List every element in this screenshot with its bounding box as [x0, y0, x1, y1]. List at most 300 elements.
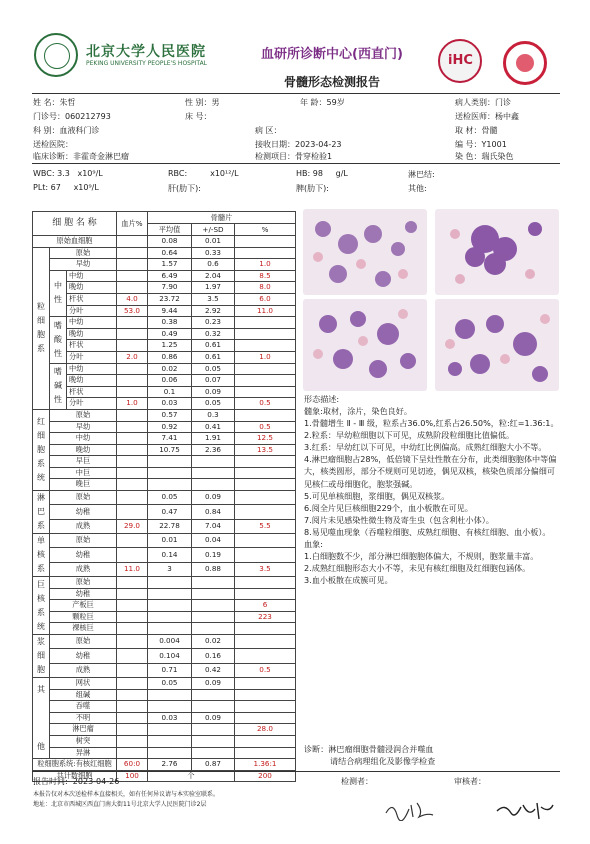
table-row	[33, 588, 296, 600]
gender-row: 性 别：男	[185, 98, 220, 107]
cell-blood-pct	[117, 282, 148, 294]
group-label: 巨核系统	[33, 577, 50, 635]
cell-blood-pct	[117, 635, 148, 649]
divider	[32, 771, 560, 772]
cell-name: 吞噬	[50, 701, 117, 713]
cell-sd	[192, 588, 235, 600]
cell-blood-pct	[117, 340, 148, 352]
ratio-label: 粒细胞系统:有核红细胞	[33, 759, 117, 771]
cell-name: 异淋	[50, 747, 117, 759]
ratio-sd: 0.87	[192, 759, 235, 771]
group-label: 单核系	[33, 534, 50, 577]
cell-blood-pct	[117, 363, 148, 375]
cell-sd: 0.61	[192, 351, 235, 363]
cell-blood-pct: 29.0	[117, 519, 148, 533]
description-line: 3.红系：早幼红以下可见，中幼红比例偏高。成熟红细胞大小不等。	[304, 442, 547, 453]
hospital-english-name: PEKING UNIVERSITY PEOPLE'S HOSPITAL	[86, 60, 208, 67]
group-label: 淋巴系	[33, 491, 50, 534]
cell-mean: 1.57	[148, 259, 192, 271]
cell-mean: 10.75	[148, 444, 192, 456]
cell-sd	[192, 600, 235, 612]
cell-name: 不明	[50, 712, 117, 724]
cell-name: 原始	[50, 491, 117, 505]
cell-marrow-pct: 1.0	[235, 259, 296, 271]
cell-sd: 0.3	[192, 409, 235, 421]
cell-marrow-pct: 1.0	[235, 351, 296, 363]
hb-value: HB: 98 g/L	[296, 169, 348, 178]
table-row	[33, 611, 296, 623]
cell-name: 中幼	[67, 270, 117, 282]
cell-name: 网状	[50, 678, 117, 690]
cell-mean: 3	[148, 562, 192, 576]
cell-name: 淋巴瘤	[50, 724, 117, 736]
divider	[32, 163, 560, 164]
cell-blood-pct	[117, 588, 148, 600]
description-line: 8.易见噬血现象（吞噬粒细胞、成熟红细胞、有核红细胞、血小板）。	[304, 526, 551, 537]
center-name: 血研所诊断中心(西直门)	[261, 47, 403, 62]
cell-name: 原始	[50, 247, 117, 259]
cell-sd: 0.07	[192, 375, 235, 387]
description-line: 1.骨髓增生 Ⅱ - Ⅲ 级，粒系占36.0%,红系占26.50%，粒:红=1.36:1。	[304, 418, 559, 429]
cell-name: 分叶	[67, 398, 117, 410]
cell-marrow-pct	[235, 375, 296, 387]
cell-sd: 2.04	[192, 270, 235, 282]
group-label: 红细胞系统	[33, 409, 50, 490]
table-row	[33, 712, 296, 724]
cell-mean	[148, 456, 192, 468]
cell-blood-pct: 2.0	[117, 351, 148, 363]
table-row	[33, 247, 296, 259]
cell-mean	[148, 736, 192, 748]
table-row	[33, 270, 296, 282]
reviewer-signature	[495, 799, 555, 823]
cell-name: 杆状	[67, 340, 117, 352]
cell-name: 树突	[50, 736, 117, 748]
cell-marrow-pct	[235, 623, 296, 635]
cell-mean: 0.004	[148, 635, 192, 649]
cell-sd: 0.09	[192, 712, 235, 724]
report-title: 骨髓形态检测报告	[283, 75, 380, 89]
cell-blood-pct	[117, 712, 148, 724]
table-row	[33, 236, 296, 248]
cell-blood-pct	[117, 689, 148, 701]
cell-sd	[192, 479, 235, 491]
cell-marrow-pct	[235, 409, 296, 421]
total-unit: 个	[148, 770, 235, 782]
cell-name: 原始	[50, 409, 117, 421]
cell-mean: 0.38	[148, 317, 192, 329]
diagnosis: 诊断：淋巴瘤细胞骨髓浸润合并噬血	[304, 744, 434, 754]
cell-mean	[148, 747, 192, 759]
description-line: 2.成熟红细胞形态大小不等，未见有核红细胞及红细胞包涵体。	[304, 563, 531, 574]
plt-value: PLt: 67 x10⁹/L	[33, 183, 99, 192]
cell-sd: 0.88	[192, 562, 235, 576]
table-row	[33, 421, 296, 433]
cell-mean: 0.03	[148, 712, 192, 724]
cell-blood-pct	[117, 386, 148, 398]
cell-sd: 0.32	[192, 328, 235, 340]
table-row	[33, 689, 296, 701]
cell-name: 杆状	[67, 386, 117, 398]
patient-type-row: 病人类别：门诊	[455, 98, 511, 107]
cell-blood-pct	[117, 678, 148, 690]
cell-name: 中幼	[67, 363, 117, 375]
cell-mean	[148, 588, 192, 600]
cell-sd: 0.23	[192, 317, 235, 329]
cell-mean: 0.03	[148, 398, 192, 410]
header-cell-marrow: 骨髓片	[148, 212, 296, 224]
table-row	[33, 467, 296, 479]
cell-mean: 9.44	[148, 305, 192, 317]
cell-blood-pct	[117, 623, 148, 635]
table-row	[33, 305, 296, 317]
cell-sd	[192, 456, 235, 468]
cell-marrow-pct	[235, 328, 296, 340]
cell-name: 中巨	[50, 467, 117, 479]
group-label: 其 他	[33, 678, 50, 759]
table-row	[33, 562, 296, 576]
cell-blood-pct	[117, 433, 148, 445]
cell-marrow-pct	[235, 456, 296, 468]
cell-name: 成熟	[50, 562, 117, 576]
test-item-row: 检测项目：骨穿检验1	[255, 152, 333, 161]
cell-sd: 0.02	[192, 635, 235, 649]
cell-mean: 0.57	[148, 409, 192, 421]
cell-blood-pct	[117, 736, 148, 748]
other-value: 其他:	[408, 184, 427, 193]
cell-sd: 0.05	[192, 398, 235, 410]
table-row	[33, 491, 296, 505]
cell-name: 晚幼	[67, 375, 117, 387]
cell-marrow-pct	[235, 689, 296, 701]
table-row	[33, 747, 296, 759]
cell-blood-pct	[117, 600, 148, 612]
subgroup-label: 嗜酸性	[50, 317, 67, 363]
description-line: 3.血小板散在成簇可见。	[304, 575, 393, 586]
cell-blood-pct	[117, 247, 148, 259]
table-row	[33, 282, 296, 294]
report-time: 报告时间: 2023-04-26	[33, 777, 120, 786]
cell-sd	[192, 747, 235, 759]
cell-name: 早幼	[50, 421, 117, 433]
description-line: 髓象:取材，涂片，染色良好。	[304, 406, 412, 416]
cell-blood-pct	[117, 577, 148, 589]
cell-name: 幼稚	[50, 588, 117, 600]
cell-marrow-pct: 6.0	[235, 293, 296, 305]
cell-name: 成熟	[50, 663, 117, 677]
cell-marrow-pct: 3.5	[235, 562, 296, 576]
cell-mean: 7.90	[148, 282, 192, 294]
cell-mean: 0.14	[148, 548, 192, 562]
cell-name: 产板巨	[50, 600, 117, 612]
cell-mean	[148, 724, 192, 736]
table-row	[33, 600, 296, 612]
cell-sd	[192, 701, 235, 713]
cell-blood-pct	[117, 328, 148, 340]
cell-marrow-pct	[235, 736, 296, 748]
cell-blood-pct	[117, 505, 148, 519]
ratio-row	[33, 759, 296, 771]
cell-mean: 23.72	[148, 293, 192, 305]
cell-marrow-pct	[235, 678, 296, 690]
table-row	[33, 701, 296, 713]
cell-name: 晚幼	[67, 328, 117, 340]
table-row	[33, 363, 296, 375]
table-row	[33, 444, 296, 456]
cell-name: 幼稚	[50, 505, 117, 519]
cell-marrow-pct	[235, 236, 296, 248]
cell-marrow-pct	[235, 635, 296, 649]
cell-mean	[148, 467, 192, 479]
outpatient-id-row: 门诊号：060212793	[33, 112, 111, 121]
cell-name: 中幼	[67, 317, 117, 329]
cell-sd: 0.01	[192, 236, 235, 248]
table-row	[33, 398, 296, 410]
checker-signature	[383, 799, 438, 821]
table-row	[33, 663, 296, 677]
reviewer-label: 审核者：	[454, 777, 486, 786]
cell-mean: 0.104	[148, 649, 192, 663]
table-row	[33, 635, 296, 649]
cell-blood-pct	[117, 747, 148, 759]
table-row	[33, 351, 296, 363]
cell-marrow-pct	[235, 317, 296, 329]
group-label: 浆细胞	[33, 635, 50, 678]
table-row	[33, 259, 296, 271]
patient-name-row: 姓 名：朱哲	[33, 98, 76, 107]
cell-name: 分叶	[67, 305, 117, 317]
cell-mean: 0.86	[148, 351, 192, 363]
table-header-row	[33, 212, 296, 224]
cell-marrow-pct: 12.5	[235, 433, 296, 445]
cell-sd: 1.91	[192, 433, 235, 445]
rbc-value: RBC: x10¹²/L	[168, 169, 239, 178]
cell-blood-pct: 53.0	[117, 305, 148, 317]
cell-blood-pct	[117, 663, 148, 677]
description-line: 6.阅全片见巨核细胞229个，血小板散在可见。	[304, 502, 473, 513]
cell-blood-pct	[117, 421, 148, 433]
cell-mean: 1.25	[148, 340, 192, 352]
description-line: 5.可见单核细胞，浆细胞，偶见双核浆。	[304, 490, 450, 501]
description-line: 2.粒系：早幼粒细胞以下可见，成熟阶段粒细胞比值偏低。	[304, 430, 515, 441]
table-row	[33, 534, 296, 548]
cell-blood-pct	[117, 534, 148, 548]
cell-mean: 0.05	[148, 678, 192, 690]
cell-blood-pct: 11.0	[117, 562, 148, 576]
cell-mean: 7.41	[148, 433, 192, 445]
cell-sd	[192, 467, 235, 479]
cell-marrow-pct	[235, 340, 296, 352]
cell-sd: 1.97	[192, 282, 235, 294]
spleen-value: 脾(肋下):	[296, 184, 329, 193]
cell-name: 杆状	[67, 293, 117, 305]
cell-mean	[148, 611, 192, 623]
header-cell-sd: +/-SD	[192, 224, 235, 236]
table-row	[33, 736, 296, 748]
footer-address: 地址：北京市西城区西直门南大街11号北京大学人民医院门诊2层	[33, 801, 207, 808]
cell-marrow-pct	[235, 534, 296, 548]
hospital-logo	[34, 33, 78, 77]
ratio-pct: 1.36:1	[235, 759, 296, 771]
cell-name: 晚幼	[67, 282, 117, 294]
cell-marrow-pct: 11.0	[235, 305, 296, 317]
table-row	[33, 409, 296, 421]
cell-sd: 0.42	[192, 663, 235, 677]
subgroup-label: 嗜碱性	[50, 363, 67, 409]
cell-marrow-pct	[235, 712, 296, 724]
send-hospital-row: 送检医院：	[33, 140, 73, 149]
clinical-diagnosis-row: 临床诊断：非霍奇金淋巴瘤	[33, 152, 129, 161]
cell-sd	[192, 577, 235, 589]
cell-blood-pct	[117, 467, 148, 479]
cell-sd: 0.09	[192, 386, 235, 398]
cell-blood-pct	[117, 456, 148, 468]
table-row	[33, 577, 296, 589]
wbc-value: WBC: 3.3 x10⁹/L	[33, 169, 103, 178]
receive-date-row: 接收日期：2023-04-23	[255, 140, 342, 149]
cell-name: 早巨	[50, 456, 117, 468]
cell-marrow-pct: 8.5	[235, 270, 296, 282]
cell-name: 幼稚	[50, 649, 117, 663]
total-label: 共计数细胞	[33, 770, 117, 782]
header-cell-mean: 平均值	[148, 224, 192, 236]
cell-name: 原始血细胞	[33, 236, 117, 248]
table-row	[33, 649, 296, 663]
cell-mean	[148, 577, 192, 589]
cell-count-table	[32, 211, 296, 782]
cell-mean: 0.08	[148, 236, 192, 248]
cell-marrow-pct	[235, 467, 296, 479]
cell-mean: 0.1	[148, 386, 192, 398]
table-row	[33, 623, 296, 635]
cell-name: 颗粒巨	[50, 611, 117, 623]
cell-sd	[192, 611, 235, 623]
cell-sd	[192, 736, 235, 748]
bed-row: 床 号：	[185, 112, 212, 121]
cell-sd: 0.16	[192, 649, 235, 663]
header-cell-name: 细 胞 名 称	[33, 212, 117, 236]
cell-mean	[148, 600, 192, 612]
cell-blood-pct: 1.0	[117, 398, 148, 410]
hematology-logo	[438, 39, 482, 83]
cell-marrow-pct: 5.5	[235, 519, 296, 533]
micrograph-3	[303, 299, 427, 391]
cell-mean: 0.02	[148, 363, 192, 375]
group-label: 粒细胞系	[33, 247, 50, 409]
cell-sd: 0.61	[192, 340, 235, 352]
cell-name: 原始	[50, 635, 117, 649]
table-row	[33, 340, 296, 352]
cell-mean	[148, 479, 192, 491]
description-line: 1.白细胞数不少，部分淋巴细胞胞体偏大，不规则，胞浆量丰富。	[304, 551, 539, 562]
total-pct: 200	[235, 770, 296, 782]
cell-blood-pct	[117, 491, 148, 505]
micrograph-1	[303, 209, 427, 295]
cell-name: 幼稚	[50, 548, 117, 562]
cell-marrow-pct	[235, 363, 296, 375]
cell-mean	[148, 701, 192, 713]
cell-marrow-pct	[235, 386, 296, 398]
cell-marrow-pct	[235, 747, 296, 759]
cell-sd	[192, 689, 235, 701]
cell-mean	[148, 689, 192, 701]
cell-sd: 0.41	[192, 421, 235, 433]
cell-mean	[148, 623, 192, 635]
table-row	[33, 293, 296, 305]
table-row	[33, 456, 296, 468]
cell-marrow-pct	[235, 247, 296, 259]
cell-sd: 0.09	[192, 678, 235, 690]
table-row	[33, 433, 296, 445]
number-row: 编 号：Y1001	[455, 140, 507, 149]
cell-blood-pct	[117, 611, 148, 623]
cell-name: 组碱	[50, 689, 117, 701]
ratio-blood: 60:0	[117, 759, 148, 771]
material-row: 取 材：骨髓	[455, 126, 498, 135]
cell-blood-pct	[117, 548, 148, 562]
cell-marrow-pct	[235, 479, 296, 491]
cell-mean: 0.64	[148, 247, 192, 259]
cell-sd: 7.04	[192, 519, 235, 533]
cell-name: 晚巨	[50, 479, 117, 491]
institute-seal	[503, 41, 547, 85]
header-cell-blood: 血片%	[117, 212, 148, 236]
liver-value: 肝(肋下):	[168, 184, 201, 193]
cell-blood-pct	[117, 409, 148, 421]
ward-row: 病 区：	[255, 126, 282, 135]
table-row	[33, 548, 296, 562]
cell-mean: 0.05	[148, 491, 192, 505]
divider	[32, 93, 560, 94]
logo-text: iHC	[448, 53, 473, 68]
cell-blood-pct	[117, 317, 148, 329]
cell-marrow-pct	[235, 701, 296, 713]
subgroup-label: 中性	[50, 270, 67, 316]
table-row	[33, 505, 296, 519]
cell-marrow-pct	[235, 649, 296, 663]
cell-sd	[192, 724, 235, 736]
cell-sd: 3.5	[192, 293, 235, 305]
cell-mean: 0.01	[148, 534, 192, 548]
cell-marrow-pct: 0.5	[235, 421, 296, 433]
cell-mean: 0.49	[148, 328, 192, 340]
cell-mean: 0.06	[148, 375, 192, 387]
cell-marrow-pct: 0.5	[235, 398, 296, 410]
cell-mean: 6.49	[148, 270, 192, 282]
morphology-description	[304, 405, 559, 586]
table-row	[33, 479, 296, 491]
micrograph-2	[435, 209, 559, 295]
cell-blood-pct	[117, 444, 148, 456]
cell-mean: 0.71	[148, 663, 192, 677]
cell-blood-pct	[117, 259, 148, 271]
cell-name: 裸核巨	[50, 623, 117, 635]
stain-row: 染 色：瑞氏染色	[455, 152, 514, 161]
cell-marrow-pct: 13.5	[235, 444, 296, 456]
suggestion: 请结合病理组化及影像学检查	[330, 756, 436, 766]
total-blood: 100	[117, 770, 148, 782]
table-row	[33, 317, 296, 329]
table-row	[33, 375, 296, 387]
cell-mean: 0.47	[148, 505, 192, 519]
cell-sd: 2.92	[192, 305, 235, 317]
cell-blood-pct	[117, 270, 148, 282]
cell-name: 中幼	[50, 433, 117, 445]
header-cell-pct: %	[235, 224, 296, 236]
description-line: 血象:	[304, 539, 323, 550]
cell-sd: 0.19	[192, 548, 235, 562]
description-line: 4.淋巴瘤细胞占28%，低倍镜下呈灶性散在分布，此类细胞胞体中等偏大，核类圆形，部分不规则可见切迹，偶见双核，核染色质部分偏细可见核仁或母细胞化，胞浆强碱。	[304, 454, 557, 489]
